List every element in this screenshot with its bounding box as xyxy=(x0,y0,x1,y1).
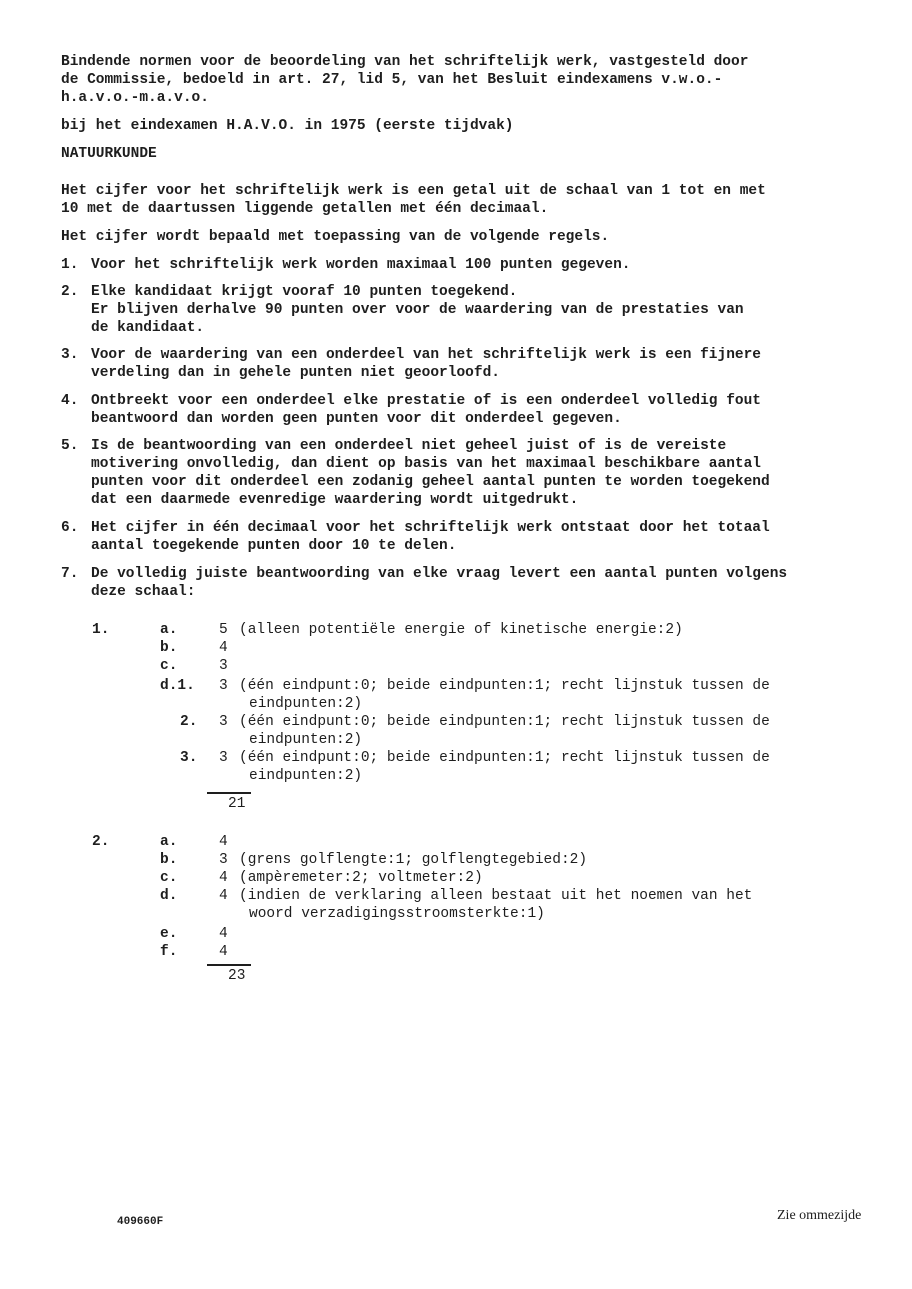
item-label: f. xyxy=(160,944,178,960)
header-line-1: Bindende normen voor de beoordeling van het schriftelijk werk, vastgesteld door xyxy=(61,54,749,70)
rule-text: Het cijfer in één decimaal voor het schriftelijk werk ontstaat door het totaal xyxy=(91,520,770,536)
rule-number: 6. xyxy=(61,520,79,536)
rule-number: 3. xyxy=(61,347,79,363)
item-points: 3 xyxy=(219,714,228,730)
rule-text: de kandidaat. xyxy=(91,320,205,336)
rule-number: 5. xyxy=(61,438,79,454)
question-total: 23 xyxy=(228,968,246,984)
item-points: 4 xyxy=(219,926,228,942)
item-label: b. xyxy=(160,640,178,656)
header-line-3: h.a.v.o.-m.a.v.o. xyxy=(61,90,209,106)
item-label: b. xyxy=(160,852,178,868)
item-points: 4 xyxy=(219,870,228,886)
document-code: 409660F xyxy=(117,1216,164,1228)
rule-text: Voor de waardering van een onderdeel van het schriftelijk werk is een fijnere xyxy=(91,347,762,363)
item-label: e. xyxy=(160,926,178,942)
rule-text: verdeling dan in gehele punten niet geoorloofd. xyxy=(91,365,500,381)
question-number: 1. xyxy=(92,622,110,638)
item-points: 4 xyxy=(219,944,228,960)
question-total: 21 xyxy=(228,796,246,812)
item-note: (één eindpunt:0; beide eindpunten:1; recht lijnstuk tussen de xyxy=(239,714,770,730)
item-label: a. xyxy=(160,834,178,850)
rule-text: deze schaal: xyxy=(91,584,196,600)
rule-number: 1. xyxy=(61,257,79,273)
total-rule xyxy=(207,792,251,794)
item-note-continued: eindpunten:2) xyxy=(249,696,363,712)
intro-p1-line-1: Het cijfer voor het schriftelijk werk is een getal uit de schaal van 1 tot en met xyxy=(61,183,766,199)
item-note-continued: eindpunten:2) xyxy=(249,732,363,748)
item-label: 3. xyxy=(180,750,198,766)
item-note: (één eindpunt:0; beide eindpunten:1; recht lijnstuk tussen de xyxy=(239,678,770,694)
rule-number: 4. xyxy=(61,393,79,409)
item-label: 2. xyxy=(180,714,198,730)
question-number: 2. xyxy=(92,834,110,850)
item-note: (indien de verklaring alleen bestaat uit het noemen van het xyxy=(239,888,753,904)
rule-text: Voor het schriftelijk werk worden maximaal 100 punten gegeven. xyxy=(91,257,631,273)
item-note: (alleen potentiële energie of kinetische energie:2) xyxy=(239,622,683,638)
rule-text: dat een daarmede evenredige waardering wordt uitgedrukt. xyxy=(91,492,579,508)
intro-p2: Het cijfer wordt bepaald met toepassing van de volgende regels. xyxy=(61,229,610,245)
item-points: 3 xyxy=(219,678,228,694)
rule-number: 2. xyxy=(61,284,79,300)
item-label: c. xyxy=(160,658,178,674)
rule-text: aantal toegekende punten door 10 te delen. xyxy=(91,538,457,554)
item-note-continued: woord verzadigingsstroomsterkte:1) xyxy=(249,906,545,922)
rule-text: beantwoord dan worden geen punten voor dit onderdeel gegeven. xyxy=(91,411,622,427)
rule-text: punten voor dit onderdeel een zodanig geheel aantal punten te worden toegekend xyxy=(91,474,770,490)
rule-text: Elke kandidaat krijgt vooraf 10 punten toegekend. xyxy=(91,284,518,300)
item-label: a. xyxy=(160,622,178,638)
intro-p1-line-2: 10 met de daartussen liggende getallen met één decimaal. xyxy=(61,201,549,217)
subject-title: NATUURKUNDE xyxy=(61,146,157,162)
item-points: 4 xyxy=(219,640,228,656)
item-note: (één eindpunt:0; beide eindpunten:1; recht lijnstuk tussen de xyxy=(239,750,770,766)
rule-text: Is de beantwoording van een onderdeel niet geheel juist of is de vereiste xyxy=(91,438,727,454)
item-points: 5 xyxy=(219,622,228,638)
rule-text: De volledig juiste beantwoording van elke vraag levert een aantal punten volgens xyxy=(91,566,788,582)
item-points: 4 xyxy=(219,888,228,904)
rule-number: 7. xyxy=(61,566,79,582)
item-points: 3 xyxy=(219,658,228,674)
item-points: 4 xyxy=(219,834,228,850)
exam-line: bij het eindexamen H.A.V.O. in 1975 (eerste tijdvak) xyxy=(61,118,514,134)
item-label: d.1. xyxy=(160,678,195,694)
item-note: (grens golflengte:1; golflengtegebied:2) xyxy=(239,852,588,868)
item-note-continued: eindpunten:2) xyxy=(249,768,363,784)
rule-text: Ontbreekt voor een onderdeel elke prestatie of is een onderdeel volledig fout xyxy=(91,393,762,409)
item-label: d. xyxy=(160,888,178,904)
item-note: (ampèremeter:2; voltmeter:2) xyxy=(239,870,483,886)
rule-text: motivering onvolledig, dan dient op basis van het maximaal beschikbare aantal xyxy=(91,456,762,472)
turn-over-note: Zie ommezijde xyxy=(777,1208,862,1223)
total-rule xyxy=(207,964,251,966)
header-line-2: de Commissie, bedoeld in art. 27, lid 5, van het Besluit eindexamens v.w.o.- xyxy=(61,72,723,88)
item-label: c. xyxy=(160,870,178,886)
rule-text: Er blijven derhalve 90 punten over voor de waardering van de prestaties van xyxy=(91,302,744,318)
item-points: 3 xyxy=(219,852,228,868)
item-points: 3 xyxy=(219,750,228,766)
